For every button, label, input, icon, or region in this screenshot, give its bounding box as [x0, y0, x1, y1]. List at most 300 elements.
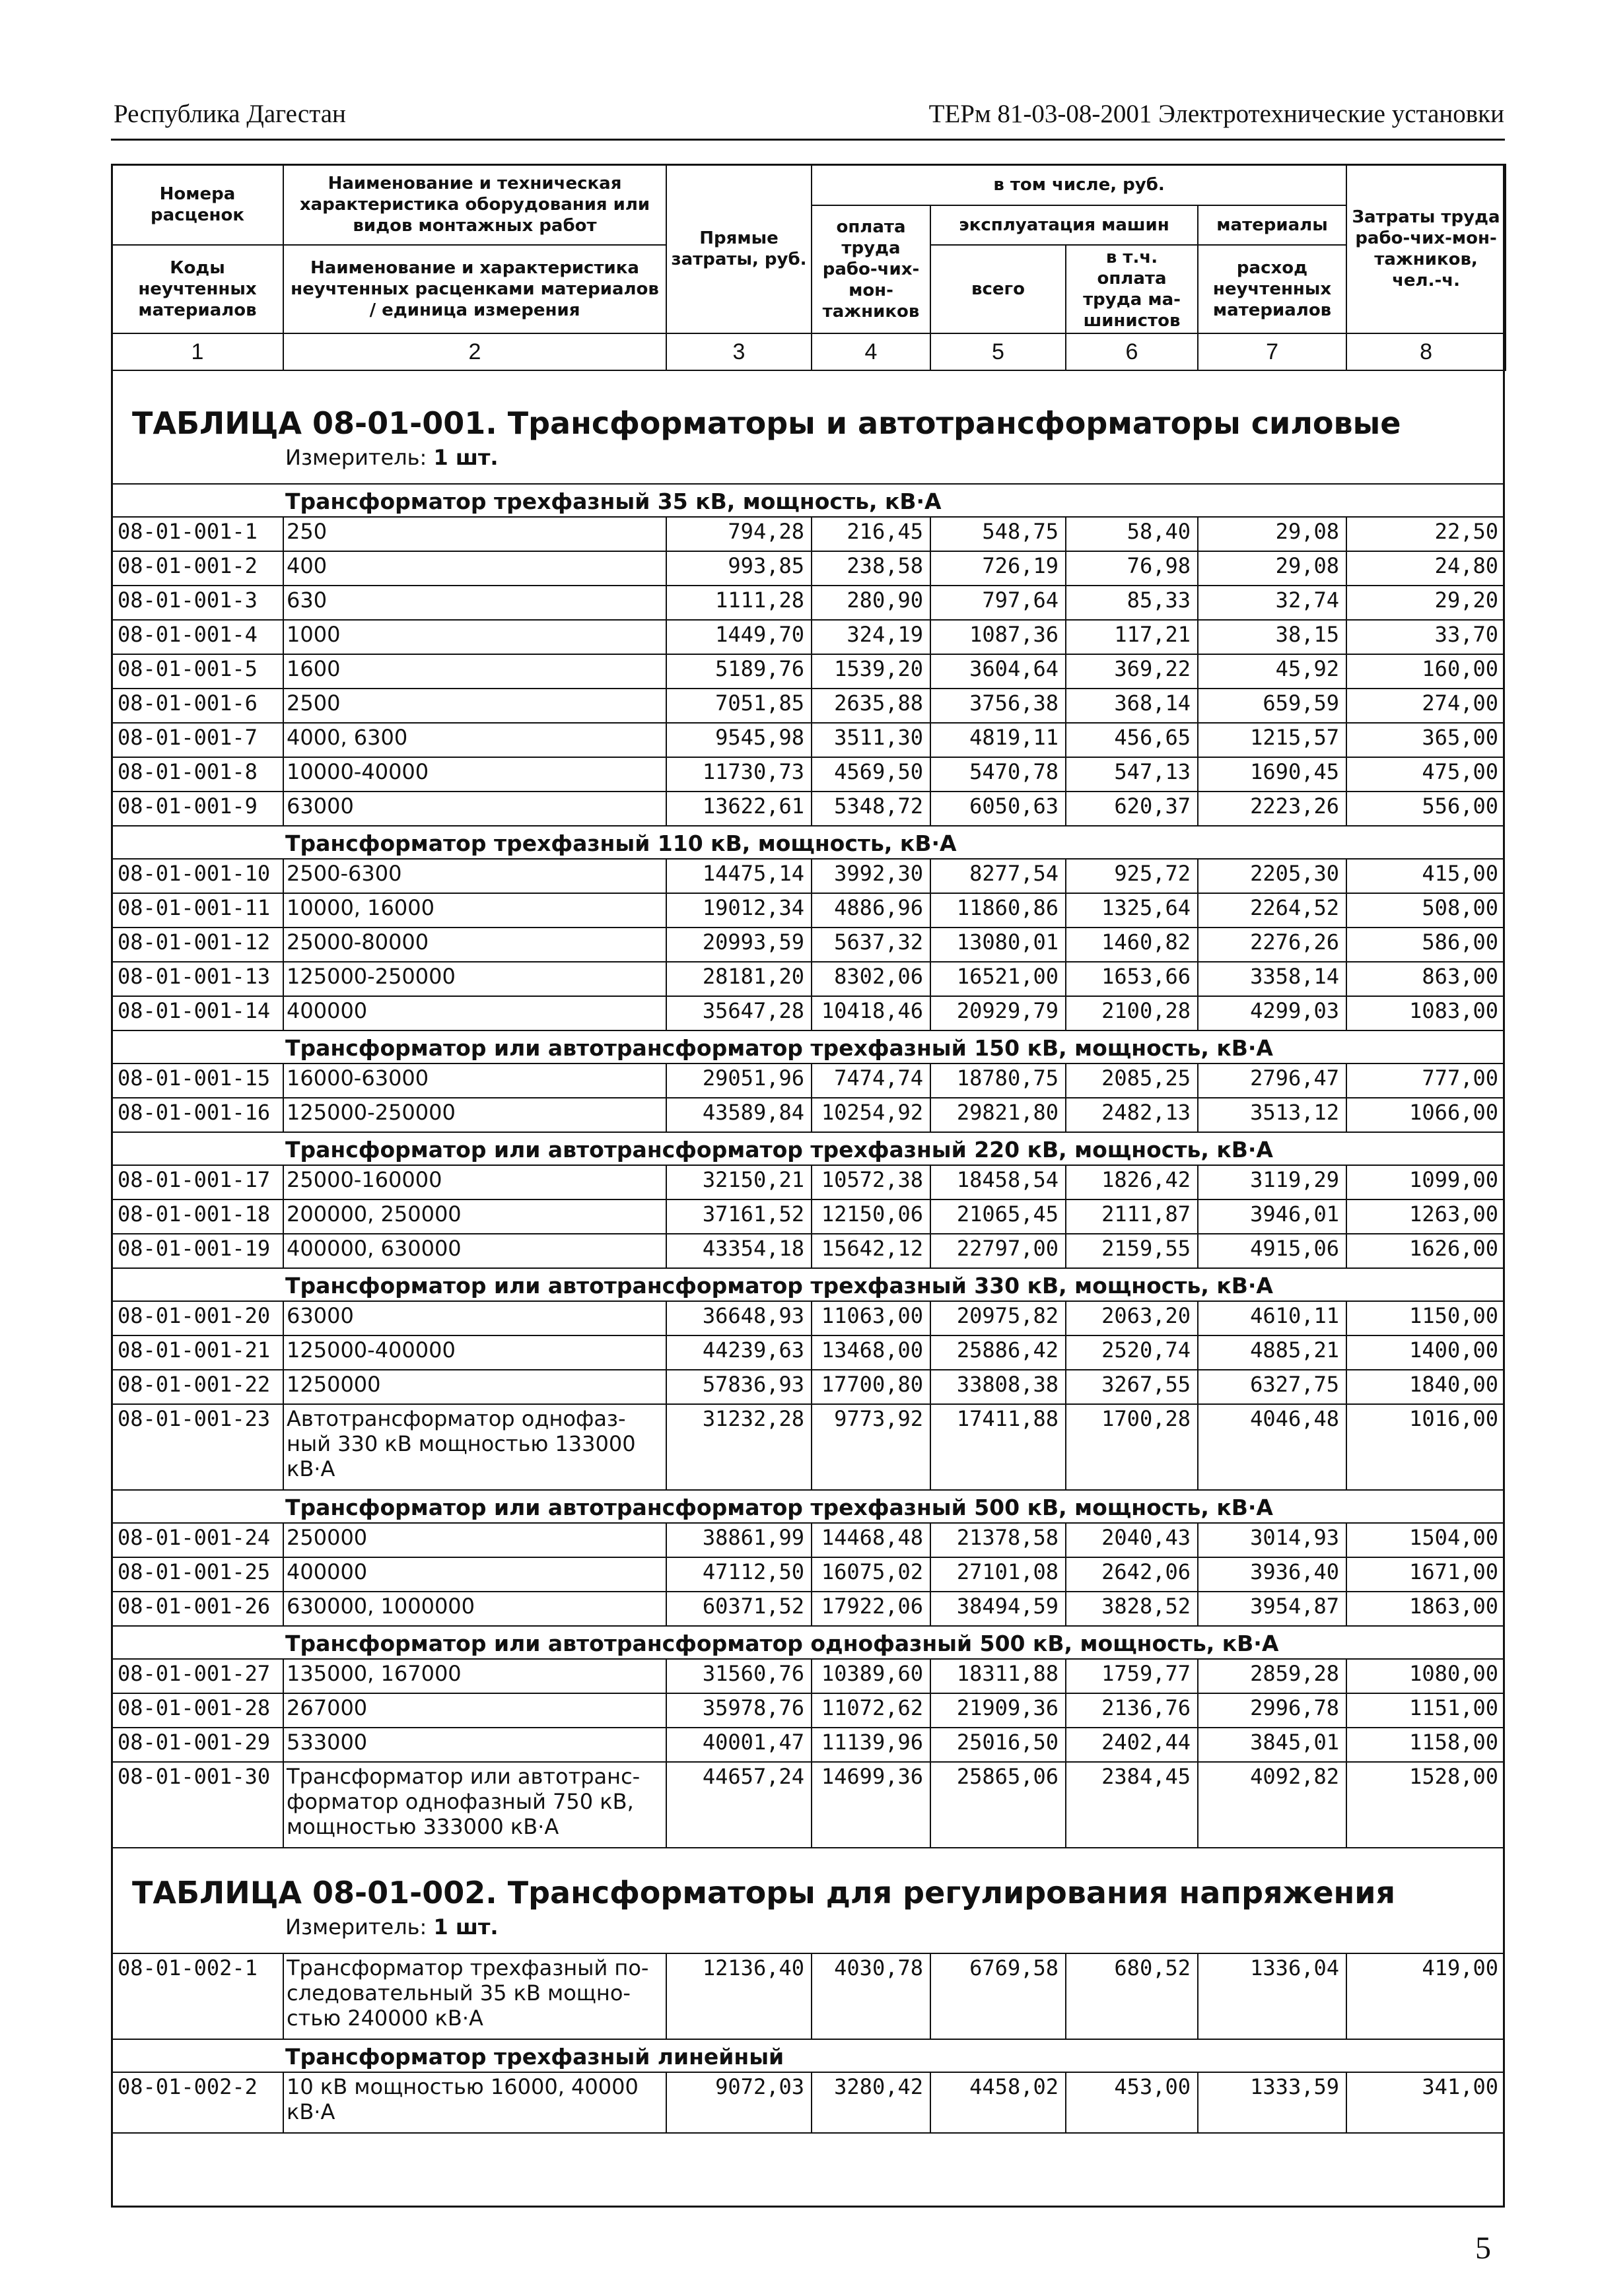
machines-total-text: 17411,88: [956, 1406, 1059, 1431]
worker-pay-text: 10572,38: [821, 1167, 923, 1192]
table-title: ТАБЛИЦА 08-01-002. Трансформаторы для регулирования напряжения: [132, 1875, 1396, 1910]
cell-labor-hours: [1346, 1166, 1505, 1200]
cell-work-description: [283, 860, 666, 894]
machinist-pay-text: 1826,42: [1101, 1167, 1191, 1192]
cell-worker-pay: [811, 1234, 930, 1269]
cell-work-description: [283, 1763, 666, 1848]
materials-cost-text: 3014,93: [1250, 1525, 1339, 1550]
labor-hours-text: 475,00: [1422, 759, 1498, 784]
cell-materials-cost: [1197, 621, 1346, 655]
labor-hours-text: 863,00: [1422, 964, 1498, 989]
table-row: [111, 552, 1505, 586]
table-row: [111, 1558, 1505, 1592]
labor-hours-text: 1263,00: [1409, 1201, 1498, 1227]
measure-unit: [285, 445, 499, 470]
labor-hours-text: 24,80: [1434, 553, 1498, 578]
work-description-text: 1250000: [287, 1372, 381, 1397]
worker-pay-text: 13468,00: [821, 1337, 923, 1363]
cell-worker-pay: [811, 962, 930, 997]
header-rule: [111, 139, 1505, 141]
rate-code-text: 08-01-001-22: [118, 1372, 271, 1397]
machinist-pay-text: 2520,74: [1101, 1337, 1191, 1363]
materials-cost-text: 3358,14: [1250, 964, 1339, 989]
table-row: [111, 758, 1505, 792]
col-number: 7: [1198, 333, 1346, 370]
work-description-text: 25000-160000: [287, 1167, 442, 1192]
direct-costs-text: 14475,14: [702, 861, 804, 886]
cell-rate-code: [111, 621, 283, 655]
cell-machines-total: [930, 1064, 1065, 1098]
work-description-text: 250000: [287, 1525, 368, 1550]
machinist-pay-text: 2040,43: [1101, 1525, 1191, 1550]
worker-pay-text: 10418,46: [821, 998, 923, 1023]
worker-pay-text: 1539,20: [834, 656, 923, 681]
labor-hours-text: 1099,00: [1409, 1167, 1498, 1192]
cell-direct-costs: [666, 997, 811, 1031]
worker-pay-text: 4569,50: [834, 759, 923, 784]
materials-cost-text: 3119,29: [1250, 1167, 1339, 1192]
cell-work-description: [283, 1405, 666, 1491]
cell-worker-pay: [811, 1558, 930, 1592]
table-row: [111, 1234, 1505, 1269]
machines-total-text: 4458,02: [969, 2074, 1059, 2099]
table-row: [111, 1336, 1505, 1370]
rate-code-text: 08-01-001-9: [118, 793, 258, 819]
machinist-pay-text: 2642,06: [1101, 1559, 1191, 1584]
cell-labor-hours: [1346, 758, 1505, 792]
machinist-pay-text: 369,22: [1114, 656, 1191, 681]
cell-materials-cost: [1197, 758, 1346, 792]
cell-work-description: [283, 518, 666, 552]
col-number: 5: [930, 333, 1066, 370]
cell-work-description: [283, 621, 666, 655]
work-description-text: 16000-63000: [287, 1065, 429, 1091]
measure-label: Измеритель:: [285, 445, 427, 470]
materials-cost-text: 3946,01: [1250, 1201, 1339, 1227]
cell-materials-cost: [1197, 1694, 1346, 1728]
direct-costs-text: 57836,93: [702, 1372, 804, 1397]
cell-labor-hours: [1346, 724, 1505, 758]
machinist-pay-text: 2384,45: [1101, 1764, 1191, 1789]
cell-rate-code: [111, 518, 283, 552]
machines-total-text: 1087,36: [969, 622, 1059, 647]
cell-worker-pay: [811, 1728, 930, 1763]
work-description-text: 1000: [287, 622, 341, 647]
materials-cost-text: 6327,75: [1250, 1372, 1339, 1397]
rate-code-text: 08-01-001-19: [118, 1236, 271, 1261]
cell-rate-code: [111, 1763, 283, 1848]
cell-machinist-pay: [1065, 2073, 1197, 2134]
worker-pay-text: 8302,06: [834, 964, 923, 989]
machines-total-text: 21909,36: [956, 1695, 1059, 1720]
cell-materials-cost: [1197, 724, 1346, 758]
labor-hours-text: 586,00: [1422, 929, 1498, 955]
machinist-pay-text: 1700,28: [1101, 1406, 1191, 1431]
cell-machinist-pay: [1065, 518, 1197, 552]
cell-rate-code: [111, 1200, 283, 1234]
cell-worker-pay: [811, 621, 930, 655]
cell-labor-hours: [1346, 1660, 1505, 1694]
work-description-text: 63000: [287, 793, 354, 819]
cell-machines-total: [930, 758, 1065, 792]
cell-machines-total: [930, 1370, 1065, 1405]
direct-costs-text: 31560,76: [702, 1661, 804, 1686]
rate-code-text: 08-01-001-5: [118, 656, 258, 681]
rate-code-text: 08-01-001-23: [118, 1406, 271, 1431]
machinist-pay-text: 2085,25: [1101, 1065, 1191, 1091]
rate-code-text: 08-01-001-1: [118, 519, 258, 544]
labor-hours-text: 1400,00: [1409, 1337, 1498, 1363]
machinist-pay-text: 85,33: [1127, 588, 1191, 613]
cell-direct-costs: [666, 860, 811, 894]
direct-costs-text: 35978,76: [702, 1695, 804, 1720]
direct-costs-text: 43589,84: [702, 1100, 804, 1125]
cell-worker-pay: [811, 1336, 930, 1370]
labor-hours-text: 1151,00: [1409, 1695, 1498, 1720]
cell-machines-total: [930, 1166, 1065, 1200]
cell-machinist-pay: [1065, 586, 1197, 621]
header-labor-hours: Затраты труда рабо-чих-мон-тажников, чел.-ч.: [1346, 164, 1506, 333]
work-description-text: 125000-400000: [287, 1337, 456, 1363]
cell-labor-hours: [1346, 1954, 1505, 2040]
cell-work-description: [283, 2073, 666, 2134]
cell-rate-code: [111, 1302, 283, 1336]
cell-materials-cost: [1197, 1954, 1346, 2040]
work-description-text: 2500: [287, 691, 341, 716]
header-right: ТЕРм 81-03-08-2001 Электротехнические установки: [928, 100, 1504, 128]
header-materials: материалы: [1198, 205, 1346, 245]
labor-hours-text: 419,00: [1422, 1955, 1498, 1980]
direct-costs-text: 20993,59: [702, 929, 804, 955]
machines-total-text: 4819,11: [969, 725, 1059, 750]
machinist-pay-text: 58,40: [1127, 519, 1191, 544]
cell-labor-hours: [1346, 1234, 1505, 1269]
machines-total-text: 3604,64: [969, 656, 1059, 681]
cell-direct-costs: [666, 586, 811, 621]
col-number: 2: [283, 333, 666, 370]
cell-direct-costs: [666, 1336, 811, 1370]
cell-machines-total: [930, 518, 1065, 552]
worker-pay-text: 2635,88: [834, 691, 923, 716]
materials-cost-text: 3845,01: [1250, 1730, 1339, 1755]
rate-code-text: 08-01-001-27: [118, 1661, 271, 1686]
cell-worker-pay: [811, 586, 930, 621]
cell-rate-code: [111, 792, 283, 827]
cell-materials-cost: [1197, 518, 1346, 552]
cell-worker-pay: [811, 792, 930, 827]
cell-direct-costs: [666, 1728, 811, 1763]
cell-rate-code: [111, 1234, 283, 1269]
cell-direct-costs: [666, 689, 811, 724]
rate-code-text: 08-01-001-21: [118, 1337, 271, 1363]
cell-work-description: [283, 1200, 666, 1234]
cell-materials-cost: [1197, 1166, 1346, 1200]
cell-machines-total: [930, 552, 1065, 586]
machines-total-text: 22797,00: [956, 1236, 1059, 1261]
table-row: [111, 1763, 1505, 1848]
cell-rate-code: [111, 2073, 283, 2134]
header-rate-numbers: Номера расценок: [112, 164, 283, 245]
cell-direct-costs: [666, 1405, 811, 1491]
cell-rate-code: [111, 1524, 283, 1558]
cell-worker-pay: [811, 1660, 930, 1694]
labor-hours-text: 1671,00: [1409, 1559, 1498, 1584]
labor-hours-text: 777,00: [1422, 1065, 1498, 1091]
direct-costs-text: 7051,85: [715, 691, 804, 716]
machines-total-text: 27101,08: [956, 1559, 1059, 1584]
cell-machines-total: [930, 1524, 1065, 1558]
labor-hours-text: 1863,00: [1409, 1594, 1498, 1619]
labor-hours-text: 1016,00: [1409, 1406, 1498, 1431]
cell-rate-code: [111, 552, 283, 586]
rate-code-text: 08-01-001-26: [118, 1594, 271, 1619]
cell-direct-costs: [666, 1954, 811, 2040]
machines-total-text: 21378,58: [956, 1525, 1059, 1550]
machines-total-text: 8277,54: [969, 861, 1059, 886]
cell-work-description: [283, 1234, 666, 1269]
cell-machines-total: [930, 1558, 1065, 1592]
header-material-names: Наименование и характеристика неучтенных расценками материалов / единица измерения: [283, 245, 666, 333]
cell-work-description: [283, 997, 666, 1031]
cell-labor-hours: [1346, 518, 1505, 552]
materials-cost-text: 4092,82: [1250, 1764, 1339, 1789]
worker-pay-text: 16075,02: [821, 1559, 923, 1584]
header-material-codes: Коды неучтенных материалов: [112, 245, 283, 333]
work-description-text: Трансформатор трехфазный по-следовательный 35 кВ мощно-стью 240000 кВ·А: [287, 1955, 649, 2031]
cell-materials-cost: [1197, 1064, 1346, 1098]
cell-machinist-pay: [1065, 1660, 1197, 1694]
cell-machines-total: [930, 1728, 1065, 1763]
cell-labor-hours: [1346, 894, 1505, 928]
direct-costs-text: 11730,73: [702, 759, 804, 784]
work-description-text: 200000, 250000: [287, 1201, 462, 1227]
labor-hours-text: 415,00: [1422, 861, 1498, 886]
materials-cost-text: 1336,04: [1250, 1955, 1339, 1980]
cell-labor-hours: [1346, 2073, 1505, 2134]
cell-direct-costs: [666, 1200, 811, 1234]
measure-unit: [285, 1914, 499, 1940]
cell-labor-hours: [1346, 860, 1505, 894]
worker-pay-text: 10389,60: [821, 1661, 923, 1686]
col-number: 6: [1066, 333, 1198, 370]
cell-labor-hours: [1346, 1370, 1505, 1405]
direct-costs-text: 19012,34: [702, 895, 804, 920]
machinist-pay-text: 3267,55: [1101, 1372, 1191, 1397]
materials-cost-text: 2205,30: [1250, 861, 1339, 886]
cell-machines-total: [930, 689, 1065, 724]
table-row: [111, 1524, 1505, 1558]
cell-machines-total: [930, 792, 1065, 827]
worker-pay-text: 4886,96: [834, 895, 923, 920]
cell-rate-code: [111, 724, 283, 758]
cell-machines-total: [930, 1234, 1065, 1269]
cell-machines-total: [930, 962, 1065, 997]
table-title: ТАБЛИЦА 08-01-001. Трансформаторы и автотрансформаторы силовые: [132, 405, 1401, 441]
machinist-pay-text: 925,72: [1114, 861, 1191, 886]
column-header-table: [111, 164, 1506, 371]
cell-rate-code: [111, 1370, 283, 1405]
worker-pay-text: 238,58: [847, 553, 923, 578]
cell-materials-cost: [1197, 586, 1346, 621]
labor-hours-text: 365,00: [1422, 725, 1498, 750]
machines-total-text: 16521,00: [956, 964, 1059, 989]
cell-machinist-pay: [1065, 621, 1197, 655]
header-including: в том числе, руб.: [812, 164, 1346, 205]
machines-total-text: 5470,78: [969, 759, 1059, 784]
materials-cost-text: 32,74: [1275, 588, 1339, 613]
machines-total-text: 11860,86: [956, 895, 1059, 920]
cell-labor-hours: [1346, 1405, 1505, 1491]
worker-pay-text: 3992,30: [834, 861, 923, 886]
cell-materials-cost: [1197, 1558, 1346, 1592]
cell-work-description: [283, 928, 666, 962]
work-description-text: 4000, 6300: [287, 725, 408, 750]
worker-pay-text: 324,19: [847, 622, 923, 647]
work-description-text: 400000, 630000: [287, 1236, 462, 1261]
rate-code-text: 08-01-001-15: [118, 1065, 271, 1091]
cell-machines-total: [930, 1694, 1065, 1728]
cell-worker-pay: [811, 552, 930, 586]
worker-pay-text: 17922,06: [821, 1594, 923, 1619]
cell-worker-pay: [811, 1694, 930, 1728]
cell-machinist-pay: [1065, 1558, 1197, 1592]
cell-work-description: [283, 792, 666, 827]
labor-hours-text: 33,70: [1434, 622, 1498, 647]
cell-rate-code: [111, 1592, 283, 1627]
cell-machinist-pay: [1065, 689, 1197, 724]
materials-cost-text: 3936,40: [1250, 1559, 1339, 1584]
machinist-pay-text: 76,98: [1127, 553, 1191, 578]
materials-cost-text: 4046,48: [1250, 1406, 1339, 1431]
machines-total-text: 6769,58: [969, 1955, 1059, 1980]
machines-total-text: 797,64: [982, 588, 1059, 613]
cell-labor-hours: [1346, 1098, 1505, 1133]
worker-pay-text: 3280,42: [834, 2074, 923, 2099]
cell-rate-code: [111, 1728, 283, 1763]
worker-pay-text: 10254,92: [821, 1100, 923, 1125]
cell-machinist-pay: [1065, 1728, 1197, 1763]
machines-total-text: 18780,75: [956, 1065, 1059, 1091]
rate-code-text: 08-01-002-1: [118, 1955, 258, 1980]
cell-machinist-pay: [1065, 655, 1197, 689]
rate-code-text: 08-01-001-2: [118, 553, 258, 578]
materials-cost-text: 1215,57: [1250, 725, 1339, 750]
table-row: [111, 2073, 1505, 2134]
measure-value: 1 шт.: [433, 445, 499, 470]
worker-pay-text: 5348,72: [834, 793, 923, 819]
cell-machinist-pay: [1065, 1200, 1197, 1234]
table-row: [111, 1954, 1505, 2040]
machinist-pay-text: 2063,20: [1101, 1303, 1191, 1328]
cell-work-description: [283, 1370, 666, 1405]
worker-pay-text: 12150,06: [821, 1201, 923, 1227]
cell-materials-cost: [1197, 1524, 1346, 1558]
labor-hours-text: 1158,00: [1409, 1730, 1498, 1755]
cell-worker-pay: [811, 655, 930, 689]
cell-work-description: [283, 1524, 666, 1558]
cell-direct-costs: [666, 1302, 811, 1336]
rate-code-text: 08-01-001-20: [118, 1303, 271, 1328]
cell-direct-costs: [666, 894, 811, 928]
table-row: [111, 1405, 1505, 1491]
table-row: [111, 621, 1505, 655]
materials-cost-text: 2276,26: [1250, 929, 1339, 955]
work-description-text: 533000: [287, 1730, 368, 1755]
cell-machinist-pay: [1065, 1370, 1197, 1405]
machinist-pay-text: 547,13: [1114, 759, 1191, 784]
labor-hours-text: 1080,00: [1409, 1661, 1498, 1686]
materials-cost-text: 1690,45: [1250, 759, 1339, 784]
worker-pay-text: 4030,78: [834, 1955, 923, 1980]
cell-labor-hours: [1346, 655, 1505, 689]
direct-costs-text: 31232,28: [702, 1406, 804, 1431]
table-row: [111, 1166, 1505, 1200]
materials-cost-text: 29,08: [1275, 553, 1339, 578]
machinist-pay-text: 680,52: [1114, 1955, 1191, 1980]
cell-direct-costs: [666, 928, 811, 962]
cell-direct-costs: [666, 655, 811, 689]
worker-pay-text: 17700,80: [821, 1372, 923, 1397]
cell-machines-total: [930, 928, 1065, 962]
direct-costs-text: 794,28: [728, 519, 804, 544]
cell-machinist-pay: [1065, 997, 1197, 1031]
table-row: [111, 1302, 1505, 1336]
direct-costs-text: 9072,03: [715, 2074, 804, 2099]
cell-labor-hours: [1346, 1728, 1505, 1763]
work-description-text: 2500-6300: [287, 861, 402, 886]
cell-direct-costs: [666, 962, 811, 997]
col-number: 1: [112, 333, 283, 370]
header-direct-costs: Прямые затраты, руб.: [666, 164, 812, 333]
cell-rate-code: [111, 1064, 283, 1098]
labor-hours-text: 1150,00: [1409, 1303, 1498, 1328]
rate-code-text: 08-01-001-14: [118, 998, 271, 1023]
direct-costs-text: 993,85: [728, 553, 804, 578]
machines-total-text: 18311,88: [956, 1661, 1059, 1686]
cell-worker-pay: [811, 894, 930, 928]
cell-materials-cost: [1197, 1200, 1346, 1234]
section-heading: Трансформатор или автотрансформатор трехфазный 330 кВ, мощность, кВ·А: [285, 1273, 1273, 1299]
materials-cost-text: 659,59: [1263, 691, 1339, 716]
materials-cost-text: 4610,11: [1250, 1303, 1339, 1328]
cell-rate-code: [111, 586, 283, 621]
cell-machinist-pay: [1065, 1166, 1197, 1200]
work-description-text: 10000, 16000: [287, 895, 434, 920]
cell-worker-pay: [811, 758, 930, 792]
rate-code-text: 08-01-001-4: [118, 622, 258, 647]
table-row: [111, 1098, 1505, 1133]
cell-machinist-pay: [1065, 1524, 1197, 1558]
cell-direct-costs: [666, 758, 811, 792]
cell-machines-total: [930, 2073, 1065, 2134]
cell-rate-code: [111, 894, 283, 928]
worker-pay-text: 5637,32: [834, 929, 923, 955]
machines-total-text: 29821,80: [956, 1100, 1059, 1125]
machines-total-text: 726,19: [982, 553, 1059, 578]
cell-direct-costs: [666, 2073, 811, 2134]
cell-machines-total: [930, 655, 1065, 689]
page-number: 5: [1475, 2231, 1491, 2266]
table-row: [111, 1694, 1505, 1728]
materials-cost-text: 2264,52: [1250, 895, 1339, 920]
work-description-text: Автотрансформатор однофаз-ный 330 кВ мощностью 133000 кВ·А: [287, 1406, 636, 1481]
labor-hours-text: 1066,00: [1409, 1100, 1498, 1125]
table-row: [111, 1728, 1505, 1763]
direct-costs-text: 5189,76: [715, 656, 804, 681]
cell-worker-pay: [811, 518, 930, 552]
cell-direct-costs: [666, 1166, 811, 1200]
table-row: [111, 997, 1505, 1031]
